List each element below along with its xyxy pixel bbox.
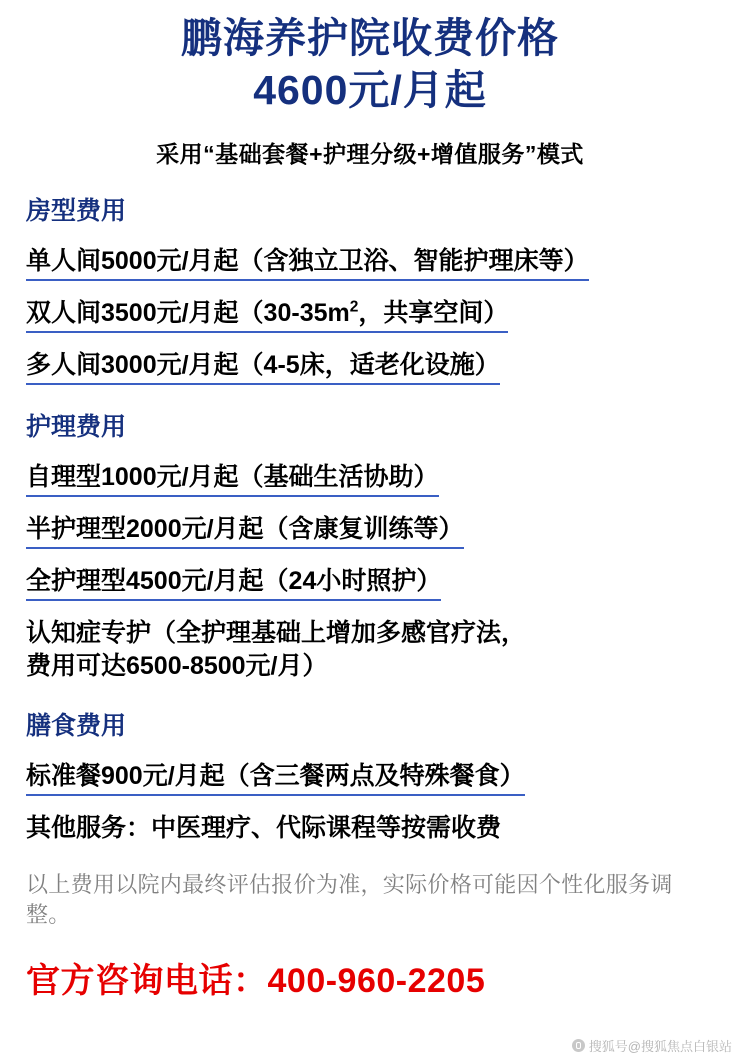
room-item-row-2 [26,281,714,333]
sohu-logo-icon [572,1039,585,1052]
care-item-row-3 [26,549,714,601]
page-title: 鹏海养护院收费价格 [181,15,559,61]
care-item-dementia-line1: 认知症专护（全护理基础上增加多感官疗法， [26,618,527,647]
poster-title-block [26,16,714,114]
poster-subtitle: 采用“基础套餐+护理分级+增值服务”模式 [156,140,584,167]
care-item-row-1 [26,445,714,497]
list-item: 双人间3500元/月起（$30-35m^2$，共享空间） [26,297,508,333]
section-heading-care: 护理费用 [26,412,127,441]
contact-label: 官方咨询电话： [26,961,268,1000]
list-item: 单人间5000元/月起（含独立卫浴、智能护理床等） [26,245,589,281]
list-item: 多人间3000元/月起（4-5床，适老化设施） [26,349,500,385]
list-item: 全护理型4500元/月起（24小时照护） [26,565,441,601]
list-item: 自理型1000元/月起（基础生活协助） [26,461,439,497]
list-item: 半护理型2000元/月起（含康复训练等） [26,513,464,549]
section-heading-meals: 膳食费用 [26,711,127,740]
watermark [572,1036,732,1055]
list-item: 其他服务：中医理疗、代际课程等按需收费 [26,813,502,842]
room-item-row-1 [26,229,714,281]
list-item: 标准餐900元/月起（含三餐两点及特殊餐食） [26,760,525,796]
section-heading-room: 房型费用 [26,196,127,225]
room-item-row-3 [26,333,714,385]
page-title-price: 4600元/月起 [253,66,487,113]
watermark-text: 搜狐号@搜狐焦点白银站 [588,1039,732,1054]
disclaimer-note: 以上费用以院内最终评估报价为准，实际价格可能因个性化服务调整。 [26,871,673,928]
meal-item-row-1 [26,744,714,796]
other-services-row [26,796,714,846]
care-item-dementia-line2: 费用可达6500-8500元/月） [26,652,328,681]
care-item-dementia [26,617,714,684]
contact-number[interactable]: 400-960-2205 [267,961,486,1000]
care-item-row-2 [26,497,714,549]
contact-phone-line [26,953,714,1002]
